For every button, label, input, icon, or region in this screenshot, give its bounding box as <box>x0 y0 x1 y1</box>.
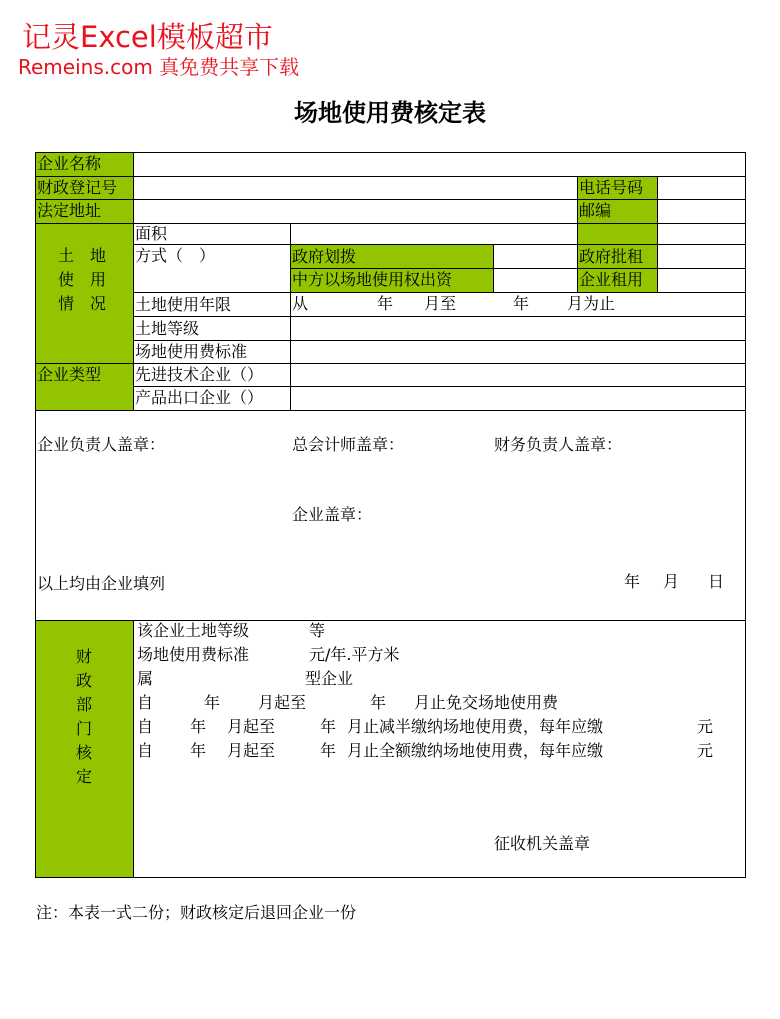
gov-lease-label: 政府批租 <box>579 247 644 266</box>
review-half-y1: 年 <box>190 717 207 736</box>
review-exempt-y1: 年 <box>204 693 221 712</box>
company-name-label: 企业名称 <box>37 154 102 173</box>
advanced-tech-label: 先进技术企业（） <box>135 365 264 384</box>
review-company-type: 型企业 <box>305 669 354 688</box>
filled-by-note: 以上均由企业填列 <box>37 574 166 593</box>
review-half-m1: 月起至 <box>227 717 276 736</box>
company-seal-label: 企业盖章： <box>292 505 373 524</box>
finance-head-seal-label: 财务负责人盖章： <box>494 435 623 454</box>
gov-allocation-label: 政府划拨 <box>292 247 357 266</box>
use-years-m2: 月为止 <box>567 294 616 313</box>
land-use-label-1: 土 地 <box>58 246 107 265</box>
review-exempt-text: 月止免交场地使用费 <box>414 693 559 712</box>
review-exempt-from: 自 <box>137 693 154 712</box>
company-type-label: 企业类型 <box>37 365 102 384</box>
review-belong: 属 <box>137 669 154 688</box>
fee-standard-label: 场地使用费标准 <box>135 342 248 361</box>
review-exempt-y2: 年 <box>370 693 387 712</box>
land-grade-label: 土地等级 <box>135 319 200 338</box>
postcode-label: 邮编 <box>579 201 612 220</box>
finance-reg-label: 财政登记号 <box>37 178 118 197</box>
use-years-y2: 年 <box>513 294 530 313</box>
land-use-label-3: 情 况 <box>58 294 107 313</box>
review-full-m1: 月起至 <box>227 741 276 760</box>
use-years-m1: 月至 <box>424 294 457 313</box>
method-label: 方式（ ） <box>135 246 216 265</box>
review-fee-standard: 场地使用费标准 <box>137 645 250 664</box>
area-label: 面积 <box>135 224 168 243</box>
use-years-label: 土地使用年限 <box>135 295 232 314</box>
review-full-text: 月止全额缴纳场地使用费，每年应缴 <box>347 741 604 760</box>
review-half-unit: 元 <box>697 717 714 736</box>
land-use-label-2: 使 用 <box>58 270 107 289</box>
review-exempt-m1: 月起至 <box>258 693 307 712</box>
review-land-grade: 该企业土地等级 <box>137 621 250 640</box>
review-half-y2: 年 <box>320 717 337 736</box>
date-month: 月 <box>663 572 680 591</box>
watermark-subtitle: Remeins.com 真免费共享下载 <box>18 55 300 79</box>
review-full-unit: 元 <box>697 741 714 760</box>
review-full-y2: 年 <box>320 741 337 760</box>
page-title: 场地使用费核定表 <box>294 98 486 127</box>
export-company-label: 产品出口企业（） <box>135 388 264 407</box>
phone-label: 电话号码 <box>579 178 644 197</box>
review-half-text: 月止减半缴纳场地使用费，每年应缴 <box>347 717 604 736</box>
watermark-title: 记灵Excel模板超市 <box>22 20 273 54</box>
use-years-from: 从 <box>292 294 309 313</box>
legal-address-label: 法定地址 <box>37 201 102 220</box>
leader-seal-label: 企业负责人盖章： <box>37 435 166 454</box>
use-years-y1: 年 <box>377 294 394 313</box>
review-full-y1: 年 <box>190 741 207 760</box>
review-full-from: 自 <box>137 741 154 760</box>
review-half-from: 自 <box>137 717 154 736</box>
company-rent-label: 企业租用 <box>579 270 644 289</box>
collection-agency-seal-label: 征收机关盖章 <box>494 834 591 853</box>
review-fee-standard-unit: 元/年.平方米 <box>309 645 400 664</box>
chinese-invest-label: 中方以场地使用权出资 <box>292 270 453 289</box>
chief-accountant-seal-label: 总会计师盖章： <box>292 435 405 454</box>
review-land-grade-unit: 等 <box>309 621 326 640</box>
footer-note: 注：本表一式二份；财政核定后退回企业一份 <box>36 903 357 922</box>
date-day: 日 <box>708 572 725 591</box>
date-year: 年 <box>624 572 641 591</box>
review-side-label: 财 政 部 门 核 定 <box>75 647 92 786</box>
